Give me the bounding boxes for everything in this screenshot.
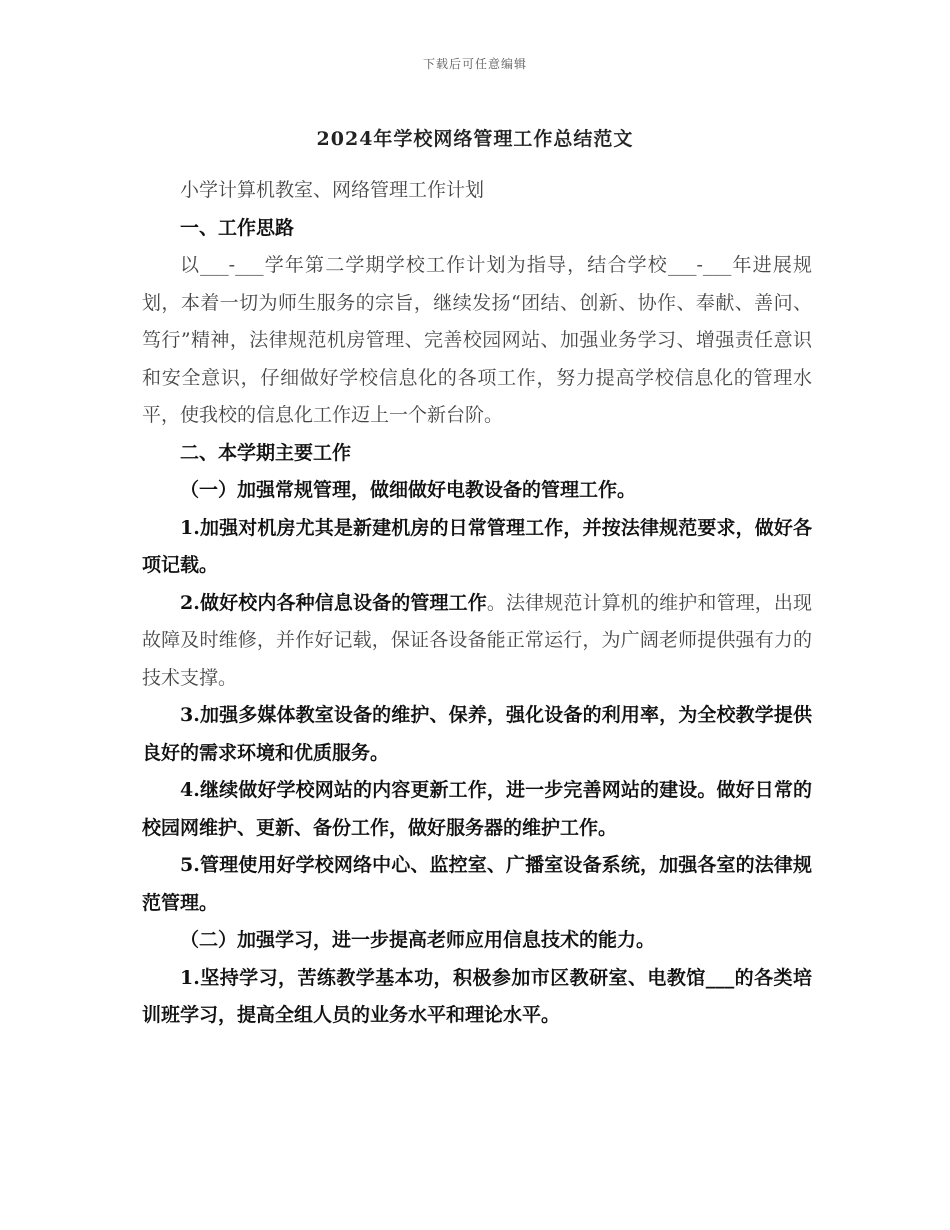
item-2-1: 1.坚持学习，苦练教学基本功，积极参加市区教研室、电教馆___的各类培训班学习，提高全组人员的业务水平和理论水平。 bbox=[142, 966, 812, 1026]
item-2-lead: 2.做好校内各种信息设备的管理工作 bbox=[180, 591, 487, 614]
item-4: 4.继续做好学校网站的内容更新工作，进一步完善网站的建设。做好日常的校园网维护、更新、备份工作，做好服务器的维护工作。 bbox=[142, 779, 812, 839]
item-1: 1.加强对机房尤其是新建机房的日常管理工作，并按法律规范要求，做好各项记载。 bbox=[142, 516, 812, 576]
item-3: 3.加强多媒体教室设备的维护、保养，强化设备的利用率，为全校教学提供良好的需求环境和优质服务。 bbox=[142, 704, 812, 764]
item-2-rest: 。法律规范计算机的维护和管理，出现故障及时维修，并作好记载，保证各设备能正常运行，为广阔老师提供强有力的技术支撑。 bbox=[142, 591, 812, 689]
subsection-heading-1: （一）加强常规管理，做细做好电教设备的管理工作。 bbox=[180, 479, 637, 501]
section-heading-1: 一、工作思路 bbox=[180, 216, 295, 239]
item-5: 5.管理使用好学校网络中心、监控室、广播室设备系统，加强各室的法律规范管理。 bbox=[142, 854, 812, 914]
section-1-paragraph: 以___-___学年第二学期学校工作计划为指导，结合学校___-___年进展规划，本着一切为师生服务的宗旨，继续发扬“团结、创新、协作、奉献、善问、笃行”精神，法律规范机房管理、完善校园网站、加强业务学习、增强责任意识和安全意识，仔细做好学校信息化的各项工作，努力提高学校信息化的管理水平，使我校的信息化工作迈上一个新台阶。 bbox=[142, 254, 812, 426]
document-title: 2024年学校网络管理工作总结范文 bbox=[316, 128, 634, 150]
item-2 bbox=[142, 585, 812, 698]
intro-line: 小学计算机教室、网络管理工作计划 bbox=[180, 179, 485, 201]
subsection-heading-2: （二）加强学习，进一步提高老师应用信息技术的能力。 bbox=[180, 929, 656, 951]
header-note: 下载后可任意编辑 bbox=[422, 57, 527, 71]
document-body bbox=[142, 172, 812, 1035]
section-heading-2: 二、本学期主要工作 bbox=[180, 441, 352, 464]
